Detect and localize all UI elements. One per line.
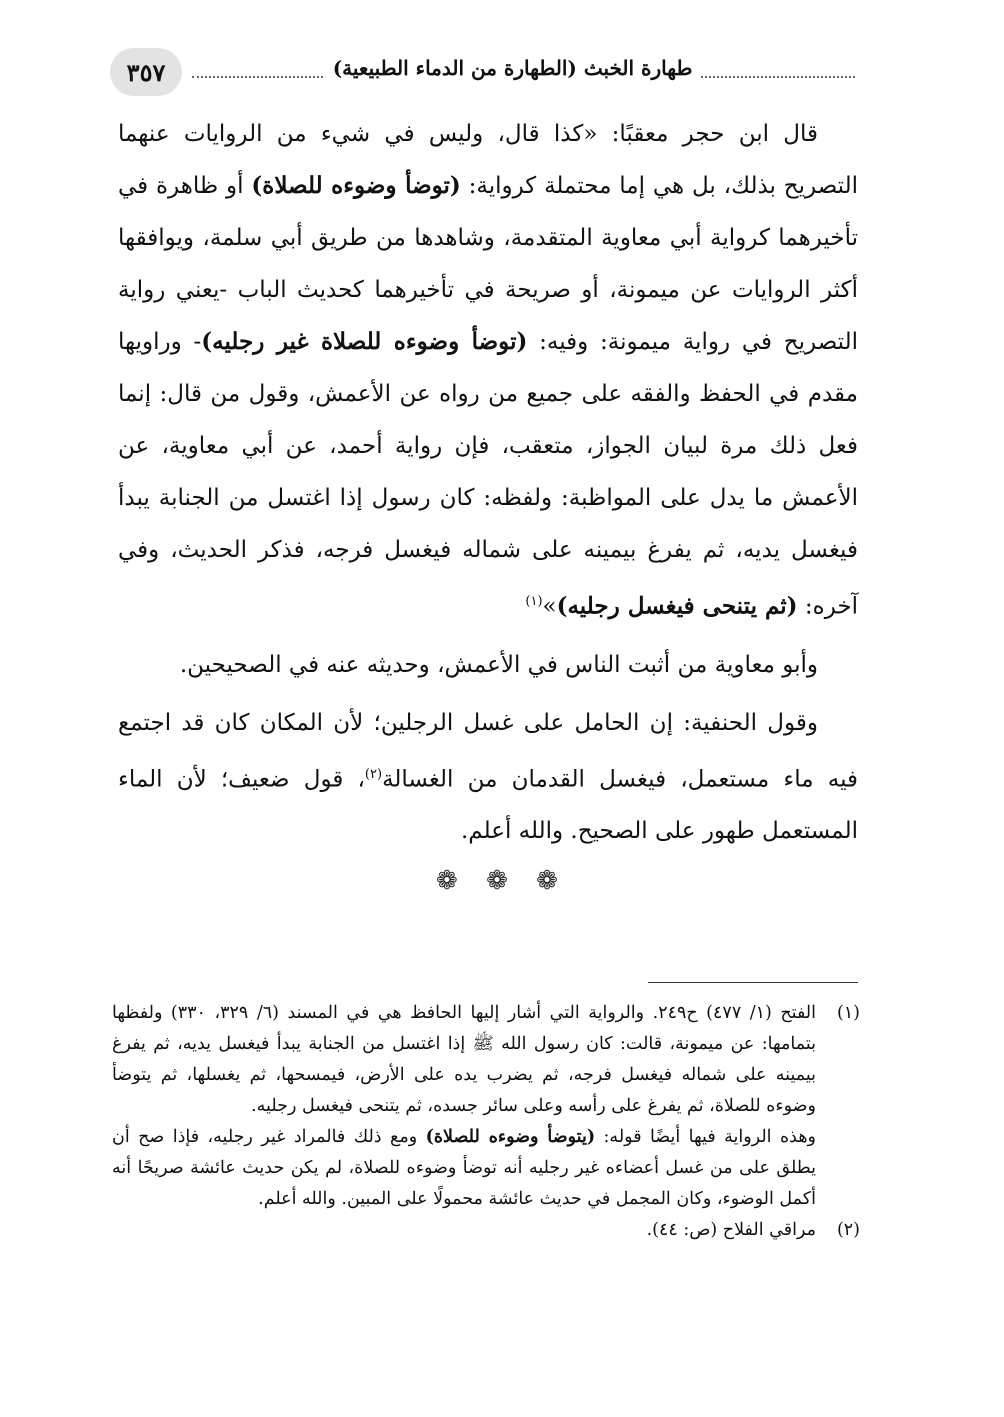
running-title: طهارة الخبث (الطهارة من الدماء الطبيعية) — [325, 56, 701, 80]
p1-text-b: أو ظاهرة في تأخيرهما كرواية أبي معاوية المتقدمة، وشاهدها من طريق أبي سلمة، ويوافقها أكثر الروايات عن ميمونة، أو صريحة في تأخيرهما كحديث الباب -يعني رواية التصريح في رواية ميمونة: وفيه: — [118, 173, 859, 355]
footnote-2 — [112, 1215, 860, 1246]
fn1-cont-b: ومع ذلك فالمراد غير رجليه، فإذا صح أن يطلق على من غسل أعضاءه غير رجليه أنه توضأ وضوءه للصلاة، لم يكن حديث عائشة صريحًا أنه أكمل الوضوء، وكان المجمل في حديث عائشة محمولًا على المبين. والله أعلم. — [112, 1127, 816, 1209]
footnote-1 — [112, 998, 860, 1122]
section-ornament: ❁ ❁ ❁ — [436, 866, 568, 896]
p3-text-a: وقول الحنفية: إن الحامل على غسل الرجلين؛ لأن المكان كان قد اجتمع فيه ماء مستعمل، فيغسل القدمان من الغسالة — [118, 709, 859, 793]
paragraph-1 — [118, 108, 858, 633]
footnotes — [112, 998, 860, 1246]
footnote-ref-1[interactable]: (١) — [525, 594, 543, 609]
paragraph-3 — [118, 697, 858, 858]
footnote-1-number: (١) — [836, 1003, 860, 1023]
footnote-1-text: الفتح (١/ ٤٧٧) ح٢٤٩. والرواية التي أشار إليها الحافظ هي في المسند (٦/ ٣٢٩، ٣٣٠) ولفظها بتمامها: عن ميمونة، قالت: كان رسول الله ﷺ إذا اغتسل من الجنابة يبدأ فيغسل يديه، ثم يفرغ بيمينه على شماله فيغسل فرجه، ثم يضرب يده على الأرض، فيمسحها، ثم يغسلها، ثم يتوضأ وضوءه للصلاة، ثم يفرغ على رأسه وعلى سائر جسده، ثم يتنحى فيغسل رجليه. — [112, 1003, 816, 1116]
paragraph-2: وأبو معاوية من أثبت الناس في الأعمش، وحديثه عنه في الصحيحين. — [179, 651, 818, 678]
main-text — [118, 108, 858, 863]
footnote-2-text: مراقي الفلاح (ص: ٤٤). — [646, 1220, 816, 1240]
footnote-2-number: (٢) — [836, 1220, 860, 1240]
fn1-cont-quote: (يتوضأ وضوءه للصلاة) — [425, 1127, 596, 1147]
p1-close-quote: » — [542, 593, 557, 620]
p1-text-a: قال ابن حجر معقبًا: «كذا قال، وليس في شيء من الروايات عنهما التصريح بذلك، بل هي إما محتملة كرواية: — [118, 121, 859, 199]
fn1-cont-a: وهذه الرواية فيها أيضًا قوله: — [595, 1127, 816, 1147]
p1-text-c: - وراويها مقدم في الحفظ والفقه على جميع من رواه عن الأعمش، وقول من قال: إنما فعل ذلك مرة لبيان الجواز، متعقب، فإن رواية أحمد، عن أبي معاوية، عن الأعمش ما يدل على المواظبة: ولفظه: كان رسول إذا اغتسل من الجنابة يبدأ فيغسل يديه، ثم يفرغ بيمينه على شماله فيغسل فرجه، فذكر الحديث، وفي آخره: — [118, 329, 858, 620]
footnote-1-continuation — [112, 1122, 860, 1215]
p3-text-b: ، قول ضعيف؛ لأن الماء المستعمل طهور على الصحيح. والله أعلم. — [118, 766, 858, 845]
p1-quote-1: (توضأ وضوءه للصلاة) — [251, 172, 461, 199]
p1-quote-3: (ثم يتنحى فيغسل رجليه) — [556, 592, 798, 620]
footnote-ref-2[interactable]: (٢) — [364, 766, 383, 782]
p1-quote-2: (توضأ وضوءه للصلاة غير رجليه) — [201, 328, 528, 355]
footnote-separator — [648, 982, 858, 983]
page-number-badge: ٣٥٧ — [110, 48, 182, 96]
page-header — [110, 48, 855, 96]
